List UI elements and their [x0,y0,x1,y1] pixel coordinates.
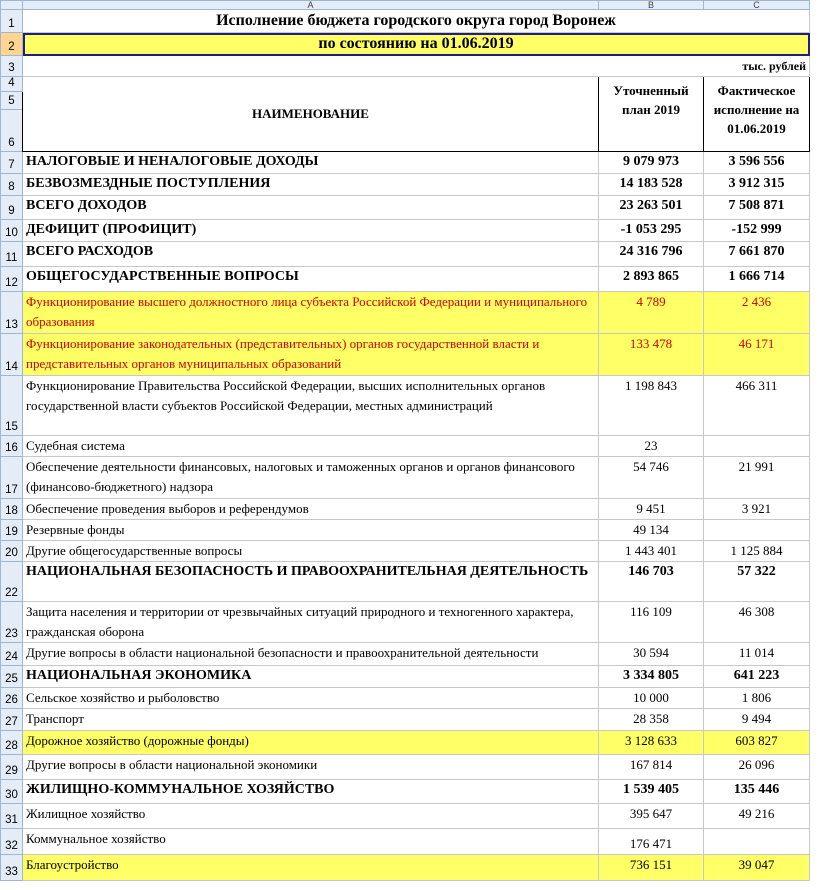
row-number[interactable]: 23 [1,602,23,643]
item-name-cell[interactable]: ЖИЛИЩНО-КОММУНАЛЬНОЕ ХОЗЯЙСТВО [23,780,599,804]
plan-value-cell[interactable]: 3 334 805 [599,666,704,688]
table-row [1,457,834,499]
actual-value-cell[interactable]: 641 223 [704,666,810,688]
row-number[interactable]: 32 [1,829,23,855]
empty-cell [810,804,834,829]
plan-value-cell[interactable]: 23 263 501 [599,196,704,220]
sheet-row [1,77,834,92]
plan-value-cell[interactable]: 133 478 [599,334,704,376]
empty-cell [810,174,834,196]
item-name-cell[interactable]: Другие вопросы в области национальной безопасности и правоохранительной деятельности [23,643,599,666]
corner-cell[interactable] [1,1,23,10]
row-number[interactable]: 22 [1,562,23,602]
column-header-row [1,1,834,10]
table-row [1,731,834,755]
plan-value-cell[interactable]: -1 053 295 [599,220,704,242]
empty-cell [810,520,834,541]
item-name-cell[interactable]: Другие общегосударственные вопросы [23,541,599,562]
plan-value-cell[interactable]: 176 471 [599,829,704,855]
actual-value-cell[interactable]: 3 921 [704,499,810,520]
item-name-cell[interactable]: Функционирование Правительства Российской Федерации, высших исполнительных органов государственной власти субъектов Российской Федерации, местных администраций [23,376,599,436]
row-number[interactable]: 30 [1,780,23,804]
table-row [1,242,834,267]
row-number[interactable]: 9 [1,196,23,220]
plan-value-cell[interactable]: 49 134 [599,520,704,541]
table-row [1,602,834,643]
table-row [1,709,834,731]
item-name-cell[interactable]: ВСЕГО ДОХОДОВ [23,196,599,220]
row-number[interactable]: 16 [1,436,23,457]
plan-value-cell[interactable]: 2 893 865 [599,267,704,292]
table-row [1,688,834,709]
item-name-cell[interactable]: Сельское хозяйство и рыболовство [23,688,599,709]
row-number[interactable]: 15 [1,376,23,436]
row-number[interactable]: 18 [1,499,23,520]
table-row [1,520,834,541]
row-number[interactable]: 33 [1,855,23,881]
table-row [1,562,834,602]
actual-value-cell[interactable]: 57 322 [704,562,810,602]
table-row [1,666,834,688]
row-number[interactable]: 28 [1,731,23,755]
table-row [1,804,834,829]
empty-cell [810,709,834,731]
actual-value-cell[interactable]: 603 827 [704,731,810,755]
empty-cell [810,152,834,174]
column-header-a[interactable]: A [23,1,599,10]
actual-value-cell[interactable]: 39 047 [704,855,810,881]
actual-value-cell[interactable]: 9 494 [704,709,810,731]
header-name-cell[interactable]: НАИМЕНОВАНИЕ [23,77,599,152]
column-header-empty [810,1,834,10]
row-number[interactable]: 12 [1,267,23,292]
row-number[interactable]: 2 [1,33,23,56]
sheet-subtitle-cell[interactable]: по состоянию на 01.06.2019 [23,33,810,56]
table-row [1,436,834,457]
empty-cell [810,334,834,376]
empty-cell [810,541,834,562]
plan-value-cell[interactable]: 736 151 [599,855,704,881]
actual-value-cell[interactable]: 11 014 [704,643,810,666]
table-row [1,541,834,562]
plan-value-cell[interactable]: 24 316 796 [599,242,704,267]
item-name-cell[interactable]: Обеспечение деятельности финансовых, налоговых и таможенных органов и органов финансового (финансово-бюджетного) надзора [23,457,599,499]
sheet-row [1,56,834,77]
plan-value-cell[interactable]: 1 443 401 [599,541,704,562]
row-number[interactable]: 3 [1,56,23,77]
empty-cell [810,376,834,436]
plan-value-cell[interactable]: 14 183 528 [599,174,704,196]
row-number[interactable]: 20 [1,541,23,562]
row-number[interactable]: 6 [1,110,23,152]
plan-value-cell[interactable]: 3 128 633 [599,731,704,755]
item-name-cell[interactable]: Резервные фонды [23,520,599,541]
plan-value-cell[interactable]: 116 109 [599,602,704,643]
plan-value-cell[interactable]: 167 814 [599,755,704,780]
plan-value-cell[interactable]: 54 746 [599,457,704,499]
row-number[interactable]: 8 [1,174,23,196]
actual-value-cell[interactable]: 135 446 [704,780,810,804]
row-number[interactable]: 14 [1,334,23,376]
row-number[interactable]: 29 [1,755,23,780]
empty-cell [810,688,834,709]
column-header-c[interactable]: C [704,1,810,10]
item-name-cell[interactable]: Обеспечение проведения выборов и референдумов [23,499,599,520]
plan-value-cell[interactable]: 146 703 [599,562,704,602]
actual-value-cell[interactable]: 1 125 884 [704,541,810,562]
item-name-cell[interactable]: Другие вопросы в области национальной экономики [23,755,599,780]
table-row [1,267,834,292]
actual-value-cell[interactable]: 46 171 [704,334,810,376]
actual-value-cell[interactable]: 466 311 [704,376,810,436]
item-name-cell[interactable]: Функционирование высшего должностного лица субъекта Российской Федерации и муниципального образования [23,292,599,334]
item-name-cell[interactable]: Благоустройство [23,855,599,881]
column-header-b[interactable]: B [599,1,704,10]
table-row [1,376,834,436]
table-row [1,292,834,334]
row-number[interactable]: 4 [1,77,23,92]
actual-value-cell[interactable]: 46 308 [704,602,810,643]
actual-value-cell[interactable]: 49 216 [704,804,810,829]
actual-value-cell[interactable]: -152 999 [704,220,810,242]
empty-cell [810,829,834,855]
item-name-cell[interactable]: Защита населения и территории от чрезвычайных ситуаций природного и техногенного характера, гражданская оборона [23,602,599,643]
plan-value-cell[interactable]: 10 000 [599,688,704,709]
sheet-row [1,10,834,33]
empty-cell [810,220,834,242]
row-number[interactable]: 13 [1,292,23,334]
units-cell[interactable]: тыс. рублей [23,56,810,77]
item-name-cell[interactable]: ВСЕГО РАСХОДОВ [23,242,599,267]
actual-value-cell[interactable]: 3 596 556 [704,152,810,174]
actual-value-cell[interactable]: 26 096 [704,755,810,780]
plan-value-cell[interactable]: 4 789 [599,292,704,334]
empty-cell [810,196,834,220]
actual-value-cell[interactable]: 1 666 714 [704,267,810,292]
item-name-cell[interactable]: Транспорт [23,709,599,731]
actual-value-cell[interactable]: 7 508 871 [704,196,810,220]
table-row [1,829,834,855]
plan-value-cell[interactable]: 1 198 843 [599,376,704,436]
item-name-cell[interactable]: Судебная система [23,436,599,457]
header-actual-cell[interactable]: Фактическое исполнение на 01.06.2019 [704,77,810,152]
sheet-title-cell[interactable]: Исполнение бюджета городского округа город Воронеж [23,10,810,33]
table-row [1,174,834,196]
actual-value-cell[interactable] [704,829,810,855]
item-name-cell[interactable]: БЕЗВОЗМЕЗДНЫЕ ПОСТУПЛЕНИЯ [23,174,599,196]
plan-value-cell[interactable]: 9 451 [599,499,704,520]
row-number[interactable]: 7 [1,152,23,174]
actual-value-cell[interactable]: 1 806 [704,688,810,709]
item-name-cell[interactable]: НАЛОГОВЫЕ И НЕНАЛОГОВЫЕ ДОХОДЫ [23,152,599,174]
plan-value-cell[interactable]: 395 647 [599,804,704,829]
table-row [1,855,834,881]
empty-cell [810,666,834,688]
table-row [1,755,834,780]
actual-value-cell[interactable]: 7 661 870 [704,242,810,267]
empty-cell [810,267,834,292]
empty-cell [810,242,834,267]
row-number[interactable]: 17 [1,457,23,499]
row-number[interactable]: 31 [1,804,23,829]
item-name-cell[interactable]: Коммунальное хозяйство [23,829,599,855]
item-name-cell[interactable]: ДЕФИЦИТ (ПРОФИЦИТ) [23,220,599,242]
row-number[interactable]: 10 [1,220,23,242]
plan-value-cell[interactable]: 23 [599,436,704,457]
plan-value-cell[interactable]: 28 358 [599,709,704,731]
sheet-row [1,33,834,56]
row-number[interactable]: 11 [1,242,23,267]
plan-value-cell[interactable]: 1 539 405 [599,780,704,804]
item-name-cell[interactable]: ОБЩЕГОСУДАРСТВЕННЫЕ ВОПРОСЫ [23,267,599,292]
empty-cell [810,562,834,602]
actual-value-cell[interactable]: 3 912 315 [704,174,810,196]
empty-cell [810,755,834,780]
empty-cell [810,731,834,755]
row-number[interactable]: 27 [1,709,23,731]
empty-cell [810,292,834,334]
table-row [1,220,834,242]
table-row [1,643,834,666]
row-number[interactable]: 5 [1,92,23,110]
plan-value-cell[interactable]: 30 594 [599,643,704,666]
empty-cell [810,436,834,457]
table-row [1,334,834,376]
item-name-cell[interactable]: НАЦИОНАЛЬНАЯ ЭКОНОМИКА [23,666,599,688]
actual-value-cell[interactable] [704,520,810,541]
empty-cell [810,499,834,520]
item-name-cell[interactable]: Дорожное хозяйство (дорожные фонды) [23,731,599,755]
actual-value-cell[interactable] [704,436,810,457]
row-number[interactable]: 1 [1,10,23,33]
table-row [1,499,834,520]
header-plan-cell[interactable]: Уточненный план 2019 [599,77,704,152]
actual-value-cell[interactable]: 2 436 [704,292,810,334]
empty-cell [810,855,834,881]
empty-cell [810,780,834,804]
row-number[interactable]: 24 [1,643,23,666]
item-name-cell[interactable]: НАЦИОНАЛЬНАЯ БЕЗОПАСНОСТЬ И ПРАВООХРАНИТЕЛЬНАЯ ДЕЯТЕЛЬНОСТЬ [23,562,599,602]
empty-cell [810,643,834,666]
item-name-cell[interactable]: Жилищное хозяйство [23,804,599,829]
table-row [1,196,834,220]
table-row [1,152,834,174]
item-name-cell[interactable]: Функционирование законодательных (представительных) органов государственной власти и представительных органов муниципальных образований [23,334,599,376]
actual-value-cell[interactable]: 21 991 [704,457,810,499]
row-number[interactable]: 19 [1,520,23,541]
plan-value-cell[interactable]: 9 079 973 [599,152,704,174]
table-row [1,780,834,804]
row-number[interactable]: 25 [1,666,23,688]
row-number[interactable]: 26 [1,688,23,709]
empty-cell [810,457,834,499]
empty-cell [810,602,834,643]
